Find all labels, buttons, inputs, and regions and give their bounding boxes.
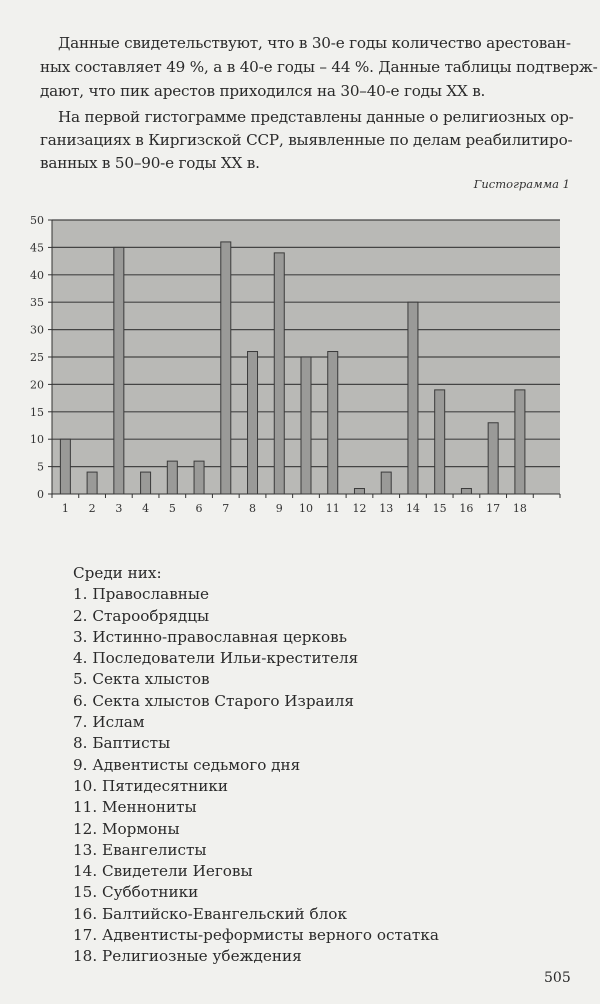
x-tick-label: 4 xyxy=(142,502,150,515)
bar xyxy=(488,423,498,494)
bar xyxy=(221,242,231,494)
paragraph-line: ванных в 50–90-е годы XX в. xyxy=(40,154,260,172)
list-item: 17. Адвентисты-реформисты верного остатка xyxy=(73,926,439,945)
x-tick-label: 3 xyxy=(115,502,123,515)
y-tick-label: 5 xyxy=(37,460,44,474)
bar xyxy=(167,461,177,494)
list-item: 4. Последователи Ильи-крестителя xyxy=(73,649,359,668)
bar xyxy=(408,302,418,494)
bar xyxy=(381,472,391,494)
paragraph-line: дают, что пик арестов приходился на 30–40-е годы XX в. xyxy=(40,82,486,100)
x-tick-label: 17 xyxy=(486,502,501,515)
list-item: 10. Пятидесятники xyxy=(73,776,229,795)
x-tick-label: 10 xyxy=(299,502,313,515)
list-item: 18. Религиозные убеждения xyxy=(73,947,302,966)
x-tick-label: 11 xyxy=(325,502,340,515)
bar xyxy=(461,489,471,494)
x-tick-label: 7 xyxy=(222,502,230,515)
paragraph-line: ганизациях в Киргизской ССР, выявленные по делам реабилитиро- xyxy=(40,131,573,149)
bar xyxy=(515,390,525,494)
x-tick-label: 14 xyxy=(405,502,420,515)
list-item: 2. Старообрядцы xyxy=(73,606,210,625)
bar xyxy=(60,439,70,494)
bar xyxy=(141,472,151,494)
x-tick-label: 6 xyxy=(195,502,203,515)
bar xyxy=(114,247,124,494)
paragraph-line: Данные свидетельствуют, что в 30-е годы количество арестован- xyxy=(58,34,571,52)
x-tick-label: 16 xyxy=(459,502,474,515)
list-item: 11. Меннониты xyxy=(73,798,197,817)
y-tick-label: 15 xyxy=(30,405,44,419)
legend-list xyxy=(73,563,439,968)
x-tick-label: 5 xyxy=(168,502,176,515)
paragraph-line: ных составляет 49 %, а в 40-е годы – 44 %. Данные таблицы подтверж- xyxy=(40,58,598,76)
bar xyxy=(194,461,204,494)
x-tick-label: 18 xyxy=(512,502,527,515)
bar xyxy=(354,489,364,494)
y-tick-label: 30 xyxy=(30,323,44,337)
bar xyxy=(87,472,97,494)
list-item: 16. Балтийско-Евангельский блок xyxy=(73,904,347,923)
list-item: 3. Истинно-православная церковь xyxy=(73,627,347,646)
x-tick-label: 1 xyxy=(61,502,69,515)
list-item: 15. Субботники xyxy=(73,883,199,902)
list-item: 7. Ислам xyxy=(73,713,145,732)
y-tick-label: 0 xyxy=(37,488,44,501)
list-item: 1. Православные xyxy=(73,585,209,604)
list-item: 5. Секта хлыстов xyxy=(73,670,210,689)
y-tick-label: 20 xyxy=(30,378,44,392)
bar xyxy=(435,390,445,494)
y-tick-label: 25 xyxy=(30,351,44,364)
bar xyxy=(328,352,338,494)
list-item: 13. Евангелисты xyxy=(73,840,207,859)
x-tick-label: 9 xyxy=(275,502,283,515)
x-tick-label: 15 xyxy=(432,502,447,515)
y-tick-label: 35 xyxy=(30,296,44,310)
y-tick-label: 10 xyxy=(30,433,44,447)
y-tick-label: 40 xyxy=(30,268,44,282)
x-tick-label: 2 xyxy=(88,502,96,515)
x-tick-label: 12 xyxy=(352,502,367,515)
x-tick-label: 13 xyxy=(379,502,394,515)
list-item: 6. Секта хлыстов Старого Израиля xyxy=(73,691,354,710)
list-item: 8. Баптисты xyxy=(73,734,171,753)
list-item: 12. Мормоны xyxy=(73,819,180,838)
y-tick-label: 45 xyxy=(30,241,44,255)
y-tick-label: 50 xyxy=(30,214,44,227)
bar xyxy=(301,357,311,494)
list-heading: Среди них: xyxy=(73,564,162,582)
x-tick-label: 8 xyxy=(249,502,257,515)
page-number: 505 xyxy=(544,970,571,986)
list-item: 9. Адвентисты седьмого дня xyxy=(73,755,301,774)
chart-caption: Гистограмма 1 xyxy=(473,177,570,191)
bar xyxy=(274,253,284,494)
list-item: 14. Свидетели Иеговы xyxy=(73,862,253,881)
bar xyxy=(248,352,258,494)
bar-chart xyxy=(0,200,600,520)
paragraph-line: На первой гистограмме представлены данные о религиозных ор- xyxy=(58,108,574,126)
